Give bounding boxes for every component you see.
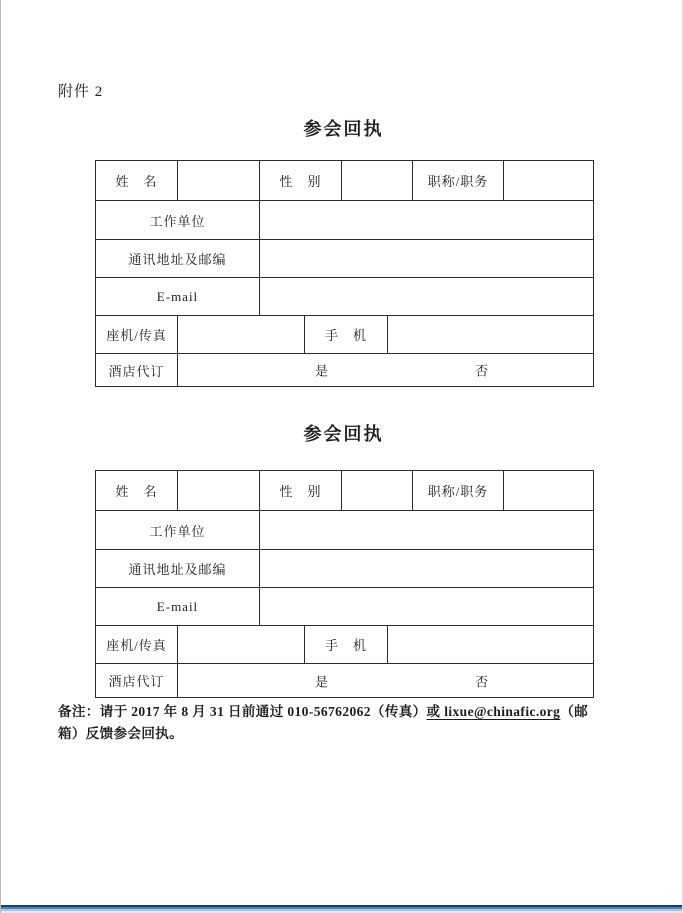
workunit-label-cell: 工作单位 (96, 201, 260, 239)
workunit-value-cell[interactable] (260, 201, 593, 239)
jobtitle-value-cell[interactable] (504, 161, 593, 200)
email-value-cell[interactable] (260, 278, 593, 315)
gender-label-cell: 性 别 (260, 471, 342, 510)
table-row (96, 277, 593, 315)
table-row (96, 625, 593, 663)
hotel-choice-cell (178, 354, 593, 386)
table-row (96, 315, 593, 353)
name-label-cell: 姓 名 (96, 161, 178, 200)
form-title-2: 参会回执 (303, 424, 384, 444)
table-row (96, 161, 593, 200)
email-label-cell: E-mail (96, 278, 260, 315)
reply-form-table-1 (95, 160, 594, 387)
landline-label-cell: 座机/传真 (96, 316, 178, 353)
address-value-cell[interactable] (260, 240, 593, 277)
table-row (96, 587, 593, 625)
workunit-value-cell[interactable] (260, 511, 593, 549)
mobile-label-cell: 手 机 (305, 626, 388, 663)
landline-label-cell: 座机/传真 (96, 626, 178, 663)
note-paragraph (58, 701, 638, 745)
address-value-cell[interactable] (260, 550, 593, 587)
name-value-cell[interactable] (178, 161, 260, 200)
landline-value-cell[interactable] (178, 316, 305, 353)
hotel-yes-option[interactable]: 是 (314, 674, 330, 689)
gender-value-cell[interactable] (342, 161, 413, 200)
form-title-1: 参会回执 (303, 119, 384, 139)
jobtitle-label-cell: 职称/职务 (413, 471, 504, 510)
note-text-suffix: （邮 (560, 704, 589, 719)
note-text-prefix: 备注：请于 2017 年 8 月 31 日前通过 010-56762062（传真） (58, 704, 427, 719)
reply-form-table-2 (95, 470, 594, 698)
table-row (96, 353, 593, 386)
mobile-value-cell[interactable] (388, 626, 593, 663)
table-row (96, 663, 593, 697)
gender-value-cell[interactable] (342, 471, 413, 510)
attachment-label: 附件 2 (58, 84, 104, 100)
table-row (96, 549, 593, 587)
address-label-cell: 通讯地址及邮编 (96, 550, 260, 587)
address-label-cell: 通讯地址及邮编 (96, 240, 260, 277)
table-row (96, 239, 593, 277)
note-text-line2: 箱）反馈参会回执。 (58, 726, 184, 741)
hotel-yes-option[interactable]: 是 (314, 363, 330, 379)
table-row (96, 471, 593, 510)
jobtitle-label-cell: 职称/职务 (413, 161, 504, 200)
email-value-cell[interactable] (260, 588, 593, 625)
mobile-label-cell: 手 机 (305, 316, 388, 353)
gender-label-cell: 性 别 (260, 161, 342, 200)
hotel-label-cell: 酒店代订 (96, 664, 178, 697)
workunit-label-cell: 工作单位 (96, 511, 260, 549)
landline-value-cell[interactable] (178, 626, 305, 663)
table-row (96, 510, 593, 549)
hotel-choice-cell (178, 664, 593, 697)
name-value-cell[interactable] (178, 471, 260, 510)
hotel-no-option[interactable]: 否 (475, 363, 490, 379)
email-label-cell: E-mail (96, 588, 260, 625)
mobile-value-cell[interactable] (388, 316, 593, 353)
jobtitle-value-cell[interactable] (504, 471, 593, 510)
window-bottom-edge (1, 905, 683, 913)
table-row (96, 200, 593, 239)
name-label-cell: 姓 名 (96, 471, 178, 510)
hotel-no-option[interactable]: 否 (475, 674, 490, 689)
email-link[interactable]: 或 lixue@chinafic.org (426, 704, 561, 719)
hotel-label-cell: 酒店代订 (96, 354, 178, 386)
